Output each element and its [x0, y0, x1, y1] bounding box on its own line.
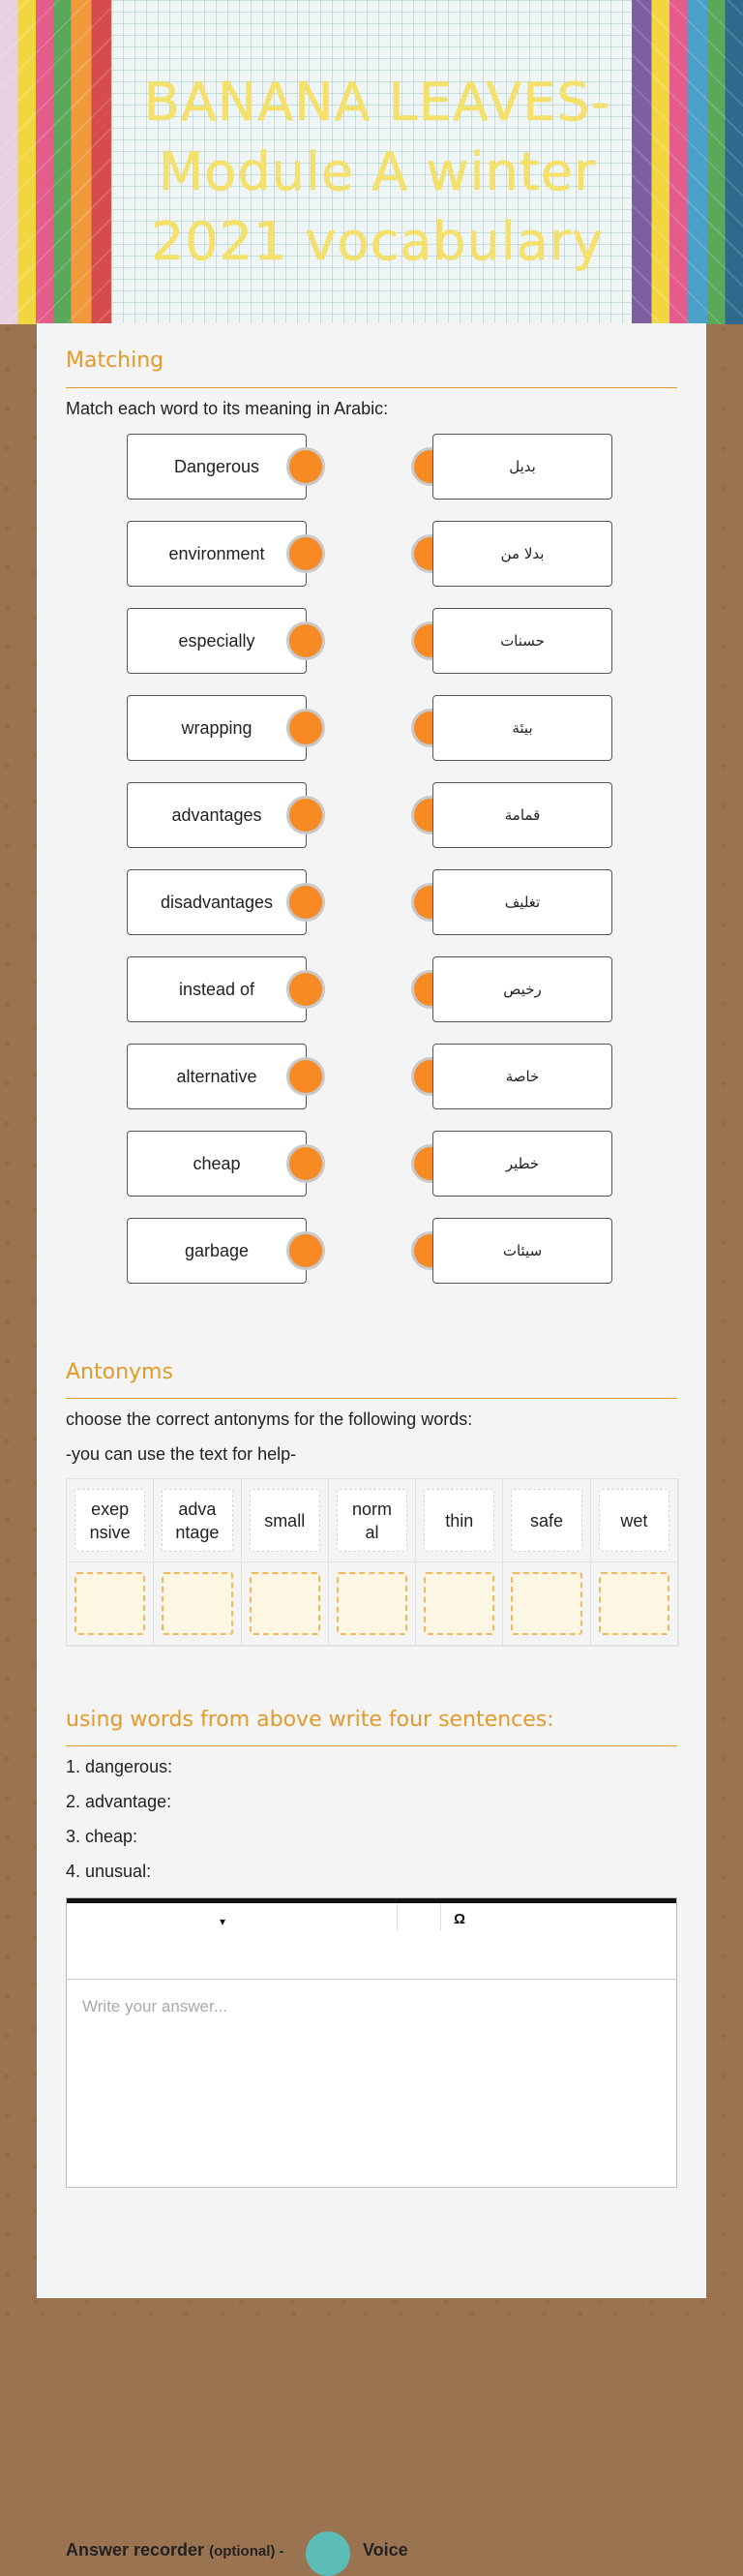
match-left-item[interactable]: disadvantages — [127, 869, 307, 935]
antonym-word-cell — [154, 1479, 241, 1562]
antonym-answer-cell — [591, 1562, 678, 1646]
match-left-item[interactable]: alternative — [127, 1044, 307, 1109]
antonym-word-cell — [67, 1479, 154, 1562]
antonym-answer-cell — [154, 1562, 241, 1646]
match-right-item[interactable]: بدلا من — [432, 521, 612, 587]
toolbar-divider — [440, 1903, 441, 1930]
match-right-item[interactable]: بيئة — [432, 695, 612, 761]
antonyms-rule — [66, 1398, 677, 1399]
match-left-item[interactable]: Dangerous — [127, 434, 307, 500]
match-right-item[interactable]: حسنات — [432, 608, 612, 674]
match-connector-dot[interactable] — [286, 621, 325, 660]
match-right-item[interactable]: رخيص — [432, 956, 612, 1022]
antonym-drop-zone[interactable] — [424, 1572, 494, 1635]
match-connector-dot[interactable] — [286, 447, 325, 486]
match-connector-dot[interactable] — [286, 1231, 325, 1270]
worksheet-card — [37, 323, 706, 2560]
match-right-item[interactable]: قمامة — [432, 782, 612, 848]
antonym-answer-cell — [329, 1562, 416, 1646]
antonym-word-cell — [416, 1479, 503, 1562]
sentence-prompt-2: 2. advantage: — [66, 1792, 172, 1811]
match-left-item[interactable]: advantages — [127, 782, 307, 848]
matching-section-title: Matching — [66, 349, 164, 373]
match-right-item[interactable]: سيئات — [432, 1218, 612, 1284]
antonym-answer-cell — [242, 1562, 329, 1646]
antonym-word-cell — [242, 1479, 329, 1562]
match-right-item[interactable]: تغليف — [432, 869, 612, 935]
match-connector-dot[interactable] — [286, 1057, 325, 1096]
antonym-drop-zone[interactable] — [250, 1572, 320, 1635]
antonyms-hint: -you can use the text for help- — [66, 1444, 297, 1464]
antonym-word-tile[interactable]: small — [250, 1489, 320, 1552]
voice-record-button[interactable] — [306, 2531, 350, 2576]
antonym-drop-zone[interactable] — [599, 1572, 669, 1635]
toolbar-divider — [397, 1903, 398, 1930]
answer-recorder-text: Answer recorder — [66, 2540, 205, 2560]
sentences-section-title: using words from above write four sentences: — [66, 1708, 554, 1732]
match-left-item[interactable]: wrapping — [127, 695, 307, 761]
match-connector-dot[interactable] — [286, 796, 325, 834]
antonym-drop-zone[interactable] — [74, 1572, 145, 1635]
match-left-item[interactable]: environment — [127, 521, 307, 587]
antonym-answer-cell — [416, 1562, 503, 1646]
match-left-item[interactable]: especially — [127, 608, 307, 674]
sentence-prompt-1: 1. dangerous: — [66, 1757, 173, 1776]
match-right-item[interactable]: بديل — [432, 434, 612, 500]
sentence-prompt-3: 3. cheap: — [66, 1827, 138, 1846]
sentence-prompt-4: 4. unusual: — [66, 1862, 152, 1881]
antonym-word-tile[interactable]: thin — [424, 1489, 494, 1552]
antonym-word-cell — [503, 1479, 590, 1562]
match-left-item[interactable]: garbage — [127, 1218, 307, 1284]
special-characters-icon[interactable]: Ω — [454, 1911, 466, 1927]
antonym-word-tile[interactable]: exep nsive — [74, 1489, 145, 1552]
match-connector-dot[interactable] — [286, 970, 325, 1009]
antonym-word-cell — [591, 1479, 678, 1562]
format-dropdown-caret-icon[interactable]: ▾ — [220, 1915, 226, 1928]
answer-recorder-optional: (optional) - — [209, 2543, 284, 2560]
matching-instruction: Match each word to its meaning in Arabic: — [66, 399, 389, 418]
antonyms-table — [66, 1478, 679, 1647]
antonym-word-tile[interactable]: safe — [511, 1489, 581, 1552]
antonyms-instruction: choose the correct antonyms for the following words: — [66, 1409, 473, 1429]
antonym-drop-zone[interactable] — [511, 1572, 581, 1635]
matching-rule — [66, 387, 677, 388]
editor-toolbar — [67, 1898, 676, 1980]
antonym-answer-cell — [67, 1562, 154, 1646]
chevron-pattern-left — [0, 0, 111, 324]
antonyms-section-title: Antonyms — [66, 1360, 173, 1384]
sentences-rule — [66, 1745, 677, 1746]
match-left-item[interactable]: cheap — [127, 1131, 307, 1197]
antonym-drop-zone[interactable] — [162, 1572, 232, 1635]
answer-textarea[interactable]: Write your answer... — [82, 1997, 227, 2015]
match-connector-dot[interactable] — [286, 534, 325, 573]
antonym-drop-zone[interactable] — [337, 1572, 407, 1635]
match-connector-dot[interactable] — [286, 883, 325, 922]
voice-label: Voice — [363, 2540, 408, 2560]
match-right-item[interactable]: خاصة — [432, 1044, 612, 1109]
antonym-word-tile[interactable]: norm al — [337, 1489, 407, 1552]
antonym-word-tile[interactable]: adva ntage — [162, 1489, 232, 1552]
page-title: BANANA LEAVES- Module A winter 2021 vocabulary — [143, 72, 611, 272]
antonym-word-cell — [329, 1479, 416, 1562]
match-connector-dot[interactable] — [286, 709, 325, 747]
answer-editor — [66, 1897, 677, 2188]
header-banner — [0, 0, 743, 324]
match-connector-dot[interactable] — [286, 1144, 325, 1183]
answer-recorder-label — [66, 2540, 284, 2561]
match-left-item[interactable]: instead of — [127, 956, 307, 1022]
antonym-word-tile[interactable]: wet — [599, 1489, 669, 1552]
match-right-item[interactable]: خطير — [432, 1131, 612, 1197]
antonym-answer-cell — [503, 1562, 590, 1646]
